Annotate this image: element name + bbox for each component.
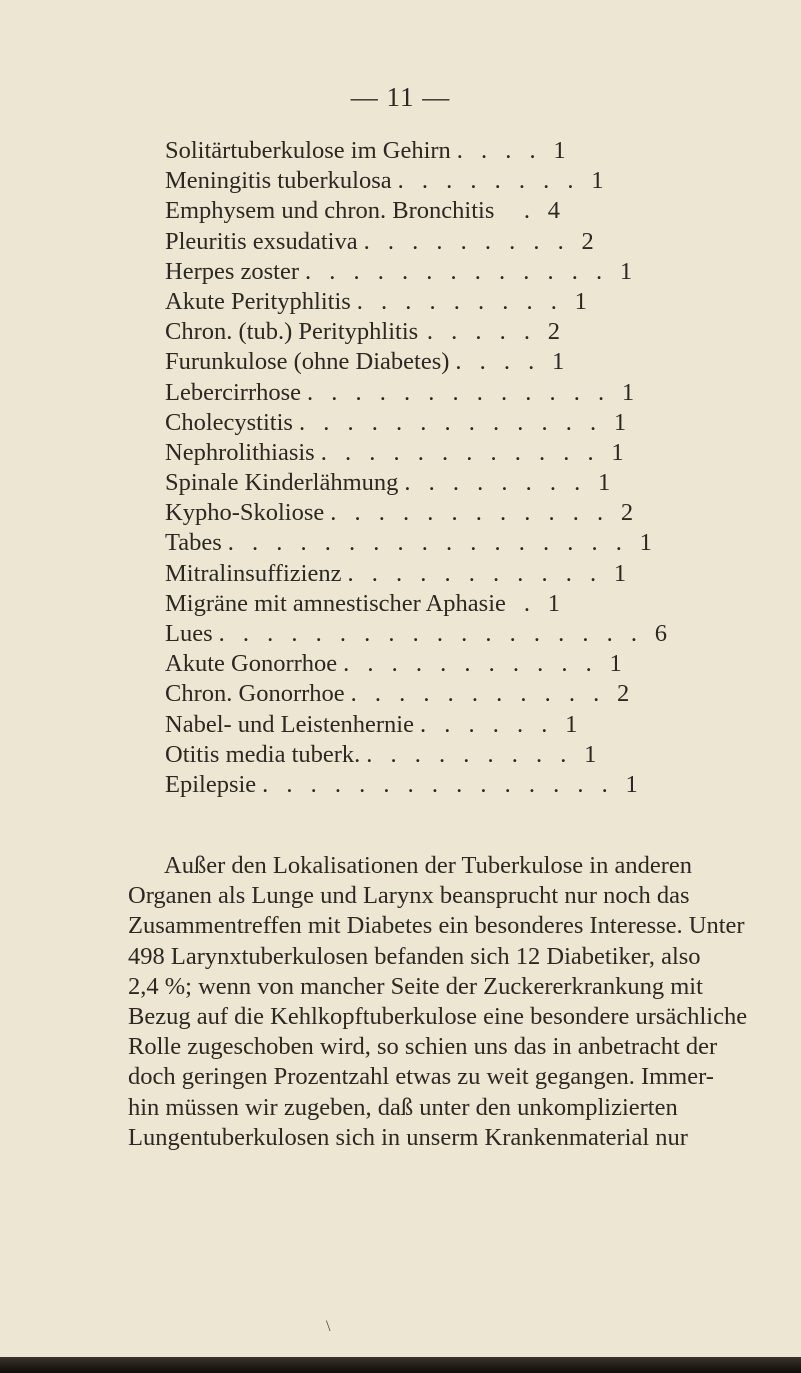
diagnosis-list [165, 136, 667, 800]
entry-leader-dots: . . . . . . . . . [363, 227, 570, 255]
entry-label: Tabes [165, 529, 222, 557]
entry-leader-dots: . . . . . [426, 318, 536, 346]
list-item [165, 528, 652, 558]
entry-leader-dots: . . . . . . . . . . . . . [307, 378, 611, 406]
paragraph-line: hin müssen wir zugeben, daß unter den unkomplizierten [128, 1093, 678, 1121]
list-item [165, 287, 587, 317]
entry-count: 1 [547, 589, 560, 617]
page-number: — 11 — [350, 82, 451, 112]
list-item [165, 589, 560, 619]
entry-label: Akute Perityphlitis [165, 287, 351, 315]
body-paragraph [128, 851, 748, 1153]
paragraph-line: Außer den Lokalisationen der Tuberkulose in anderen [164, 852, 692, 879]
paragraph-line: Zusammentreffen mit Diabetes ein besonderes Interesse. Unter [128, 912, 745, 940]
list-item [165, 347, 565, 377]
list-item [165, 649, 622, 679]
paragraph-line: Lungentuberkulosen sich in unserm Krankenmaterial nur [128, 1123, 688, 1151]
entry-label: Migräne mit amnestischer Aphasie [165, 589, 506, 617]
entry-label: Herpes zoster [165, 257, 300, 285]
entry-leader-dots: . . . . . . . . . . . . . . . . . [227, 529, 628, 557]
entry-label: Meningitis tuberkulosa [165, 167, 392, 195]
entry-label: Nabel- und Leistenhernie [165, 710, 414, 738]
entry-leader-dots: . . . . . . . . . . . . . [298, 408, 603, 436]
list-item [165, 378, 635, 408]
entry-leader-dots: . [523, 589, 536, 617]
entry-count: 1 [621, 378, 635, 406]
entry-count: 1 [611, 438, 624, 466]
entry-leader-dots: . . . . [456, 137, 542, 164]
entry-label: Solitärtuberkulose im Gehirn [165, 137, 451, 164]
entry-label: Nephrolithiasis [165, 438, 315, 466]
entry-label: Spinale Kinderlähmung [165, 469, 399, 497]
list-item [165, 438, 624, 468]
entry-leader-dots: . . . . . . . . [404, 469, 587, 497]
entry-count: 1 [609, 650, 622, 678]
entry-count: 1 [625, 770, 638, 798]
list-item [165, 257, 633, 287]
entry-leader-dots: . . . . . . . . . [366, 740, 573, 768]
entry-count: 1 [639, 529, 652, 557]
list-item [165, 408, 627, 438]
entry-label: Akute Gonorrhoe [165, 650, 338, 678]
paragraph-line: Organen als Lunge und Larynx beansprucht nur noch das [128, 882, 690, 910]
page-bottom-edge [0, 1357, 801, 1373]
entry-count: 1 [565, 710, 578, 738]
list-item [165, 468, 611, 498]
entry-leader-dots: . . . . . . . . . . . . . [305, 257, 609, 285]
entry-count: 1 [598, 469, 611, 497]
entry-label: Pleuritis exsudativa [165, 227, 358, 255]
list-item [165, 498, 634, 528]
entry-count: 1 [619, 257, 633, 285]
entry-leader-dots: . . . . . . . . . . . [350, 680, 606, 708]
list-item [165, 710, 578, 740]
paragraph-line: doch geringen Prozentzahl etwas zu weit gegangen. Immer- [128, 1063, 714, 1091]
entry-label: Emphysem und chron. Bronchitis [165, 197, 495, 225]
entry-count: 1 [591, 167, 604, 195]
entry-count: 2 [547, 318, 560, 346]
entry-leader-dots: . . . . . . . . . . . . . . . . . . [218, 620, 643, 647]
entry-leader-dots: . . . . . . [419, 710, 554, 738]
entry-label: Cholecystitis [165, 408, 293, 436]
entry-leader-dots: . . . . . . . . . . . [347, 559, 603, 587]
entry-leader-dots: . . . . . . . . . . . . [320, 438, 600, 466]
entry-leader-dots: . . . . . . . . . . . . . . . [262, 770, 614, 798]
stray-ink-mark: \ [326, 1318, 331, 1335]
list-item [165, 679, 630, 709]
entry-leader-dots: . . . . [455, 348, 541, 376]
entry-label: Lues [165, 620, 213, 647]
entry-leader-dots: . [523, 197, 536, 225]
list-item [165, 317, 560, 347]
paragraph-line: Bezug auf die Kehlkopftuberkulose eine besondere ursächliche [128, 1003, 748, 1031]
list-item [165, 196, 560, 226]
entry-leader-dots: . . . . . . . . . . . . [330, 499, 610, 527]
list-item [165, 619, 667, 649]
entry-label: Chron. Gonorrhoe [165, 680, 345, 708]
paragraph-line: 498 Larynxtuberkulosen befanden sich 12 Diabetiker, also [128, 942, 701, 970]
entry-leader-dots: . . . . . . . . . . . [343, 650, 598, 678]
entry-leader-dots: . . . . . . . . [397, 167, 580, 195]
entry-label: Kypho-Skoliose [165, 499, 325, 527]
entry-count: 1 [552, 348, 565, 376]
entry-label: Chron. (tub.) Perityphlitis [165, 318, 419, 346]
entry-count: 2 [581, 227, 594, 255]
paragraph-line: 2,4 %; wenn von mancher Seite der Zuckererkrankung mit [128, 972, 703, 1000]
entry-count: 2 [617, 680, 630, 708]
entry-label: Mitralinsuffizienz [165, 559, 342, 587]
entry-leader-dots: . . . . . . . . . [356, 287, 563, 315]
list-item [165, 227, 594, 257]
entry-count: 1 [613, 559, 627, 587]
entry-label: Otitis media tuberk. [165, 740, 361, 768]
entry-count: 1 [553, 137, 566, 164]
paragraph-line: Rolle zugeschoben wird, so schien uns das in anbetracht der [128, 1033, 718, 1061]
list-item [165, 559, 627, 589]
entry-count: 6 [654, 620, 667, 647]
list-item [165, 136, 566, 166]
entry-label: Furunkulose (ohne Diabetes) [165, 348, 450, 376]
entry-count: 1 [613, 408, 627, 436]
entry-count: 2 [620, 499, 634, 527]
entry-label: Epilepsie [165, 770, 257, 798]
list-item [165, 770, 638, 800]
entry-label: Lebercirrhose [165, 378, 302, 406]
entry-count: 1 [574, 287, 587, 315]
entry-count: 4 [547, 197, 560, 225]
list-item [165, 166, 604, 196]
list-item [165, 740, 597, 770]
entry-count: 1 [584, 740, 597, 768]
